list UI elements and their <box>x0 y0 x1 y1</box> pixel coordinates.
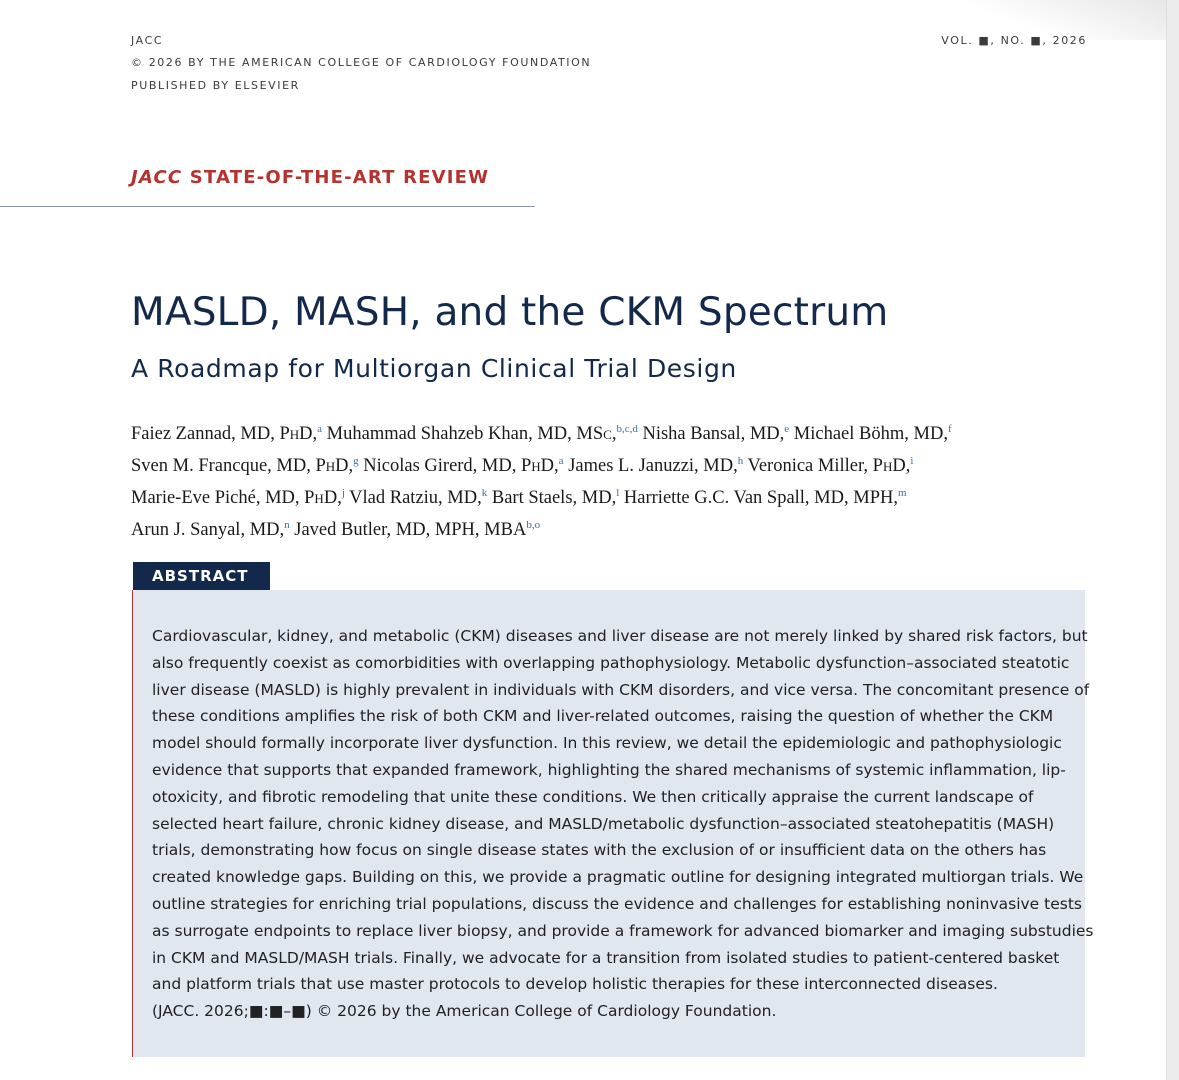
author-name: Nicolas Girerd, MD, <box>358 456 521 476</box>
affiliation-link[interactable]: f <box>947 423 952 435</box>
author-line <box>131 448 1081 480</box>
author-name: Javed Butler, MD, MPH, MBA <box>289 520 527 540</box>
author-name: Marie-Eve Piché, MD, <box>131 488 305 508</box>
author-name: Harriette G.C. Van Spall, MD, MPH, <box>619 488 898 508</box>
abstract-line: also frequently coexist as comorbidities with overlapping pathophysiology. Metabolic dysfunction–associated steatotic <box>152 653 1070 672</box>
author-entry <box>131 424 322 444</box>
author-entry <box>131 456 359 476</box>
abstract-line: evidence that supports that expanded framework, highlighting the shared mechanisms of systemic inflammation, lip- <box>152 760 1066 779</box>
affiliation-link[interactable]: a <box>558 455 564 467</box>
author-entry <box>564 456 744 476</box>
author-entry <box>345 488 487 508</box>
author-name: Nisha Bansal, MD, <box>637 424 785 444</box>
article-title: MASLD, MASH, and the CKM Spectrum <box>131 290 889 335</box>
section-divider <box>0 206 535 207</box>
author-name: Muhammad Shahzeb Khan, MD, <box>322 424 577 444</box>
author-punct: , <box>337 488 342 508</box>
author-degree: MSc <box>576 424 612 444</box>
author-line <box>131 480 1081 512</box>
author-name: Vlad Ratziu, MD, <box>344 488 482 508</box>
author-line <box>131 512 1081 544</box>
abstract-line: selected heart failure, chronic kidney disease, and MASLD/metabolic dysfunction–associated steatohepatitis (MASH) <box>152 814 1055 833</box>
publisher-line: PUBLISHED BY ELSEVIER <box>131 79 300 92</box>
affiliation-link[interactable]: b,o <box>526 519 541 531</box>
author-punct: , <box>611 424 617 444</box>
affiliation-link[interactable]: n <box>284 519 290 531</box>
author-name: Arun J. Sanyal, MD, <box>131 520 285 540</box>
article-subtitle: A Roadmap for Multiorgan Clinical Trial Design <box>131 354 737 383</box>
article-type-journal: JACC <box>131 167 183 188</box>
author-name: Sven M. Francque, MD, <box>131 456 316 476</box>
author-entry <box>487 488 619 508</box>
author-entry <box>789 424 951 444</box>
scrollbar-track[interactable] <box>1166 0 1179 1080</box>
author-name: Veronica Miller, <box>743 456 873 476</box>
author-punct: , <box>554 456 559 476</box>
affiliation-link[interactable]: j <box>341 487 345 499</box>
author-name: Bart Staels, MD, <box>487 488 617 508</box>
author-name: Michael Böhm, MD, <box>789 424 948 444</box>
affiliation-link[interactable]: l <box>616 487 620 499</box>
abstract-line: trials, demonstrating how focus on single disease states with the exclusion of or insufficient data on the others has <box>152 841 1047 860</box>
volume-issue: VOL. ■, NO. ■, 2026 <box>941 34 1087 47</box>
author-punct: , <box>348 456 354 476</box>
author-entry <box>359 456 564 476</box>
author-degree: PhD <box>872 456 906 476</box>
author-name: Faiez Zannad, MD, <box>131 424 280 444</box>
author-entry <box>322 424 638 444</box>
affiliation-link[interactable]: a <box>317 423 323 435</box>
author-degree: PhD <box>304 488 338 508</box>
affiliation-link[interactable]: i <box>910 455 914 467</box>
author-name: James L. Januzzi, MD, <box>563 456 738 476</box>
abstract-line: in CKM and MASLD/MASH trials. Finally, we advocate for a transition from isolated studies to patient-centered basket <box>152 948 1060 967</box>
affiliation-link[interactable]: k <box>481 487 488 499</box>
author-entry <box>131 488 345 508</box>
author-entry <box>638 424 789 444</box>
author-entry <box>619 488 906 508</box>
author-punct: , <box>312 424 318 444</box>
author-entry <box>131 520 290 540</box>
author-entry <box>743 456 913 476</box>
abstract-line: otoxicity, and fibrotic remodeling that unite these conditions. We then critically appraise the current landscape of <box>152 787 1034 806</box>
abstract-heading: ABSTRACT <box>133 562 270 590</box>
author-degree: PhD <box>521 456 555 476</box>
abstract-line: as surrogate endpoints to replace liver biopsy, and provide a framework for advanced biomarker and imaging substudies <box>152 921 1094 940</box>
author-degree: PhD <box>315 456 349 476</box>
author-punct: , <box>905 456 911 476</box>
copyright-line: © 2026 BY THE AMERICAN COLLEGE OF CARDIOLOGY FOUNDATION <box>131 56 592 69</box>
abstract-line: outline strategies for enriching trial populations, discuss the evidence and challenges for establishing noninvasive tests <box>152 894 1082 913</box>
affiliation-link[interactable]: g <box>353 455 359 467</box>
affiliation-link[interactable]: e <box>784 423 790 435</box>
abstract-line: these conditions amplifies the risk of both CKM and liver-related outcomes, raising the question of whether the CKM <box>152 707 1054 726</box>
abstract-line: liver disease (MASLD) is highly prevalent in individuals with CKM disorders, and vice versa. The concomitant presence of <box>152 680 1090 699</box>
affiliation-link[interactable]: m <box>897 487 907 499</box>
author-degree: PhD <box>279 424 313 444</box>
author-list <box>131 416 1081 544</box>
abstract-text <box>152 623 1094 1025</box>
affiliation-link[interactable]: b,c,d <box>616 423 638 435</box>
affiliation-link[interactable]: h <box>737 455 744 467</box>
article-type-label <box>131 167 489 188</box>
journal-name: JACC <box>131 34 164 47</box>
abstract-line: (JACC. 2026;■:■–■) © 2026 by the American College of Cardiology Foundation. <box>152 1002 777 1021</box>
abstract-line: Cardiovascular, kidney, and metabolic (CKM) diseases and liver disease are not merely linked by shared risk factors, but <box>152 627 1088 645</box>
abstract-line: created knowledge gaps. Building on this, we provide a pragmatic outline for designing integrated multiorgan trials. We <box>152 868 1084 887</box>
article-type-text: STATE-OF-THE-ART REVIEW <box>189 167 490 188</box>
abstract-line: model should formally incorporate liver dysfunction. In this review, we detail the epidemiologic and pathophysiologic <box>152 734 1062 753</box>
abstract-line: and platform trials that use master protocols to develop holistic therapies for these interconnected diseases. <box>152 975 998 994</box>
author-line <box>131 416 1081 448</box>
author-entry <box>290 520 540 540</box>
